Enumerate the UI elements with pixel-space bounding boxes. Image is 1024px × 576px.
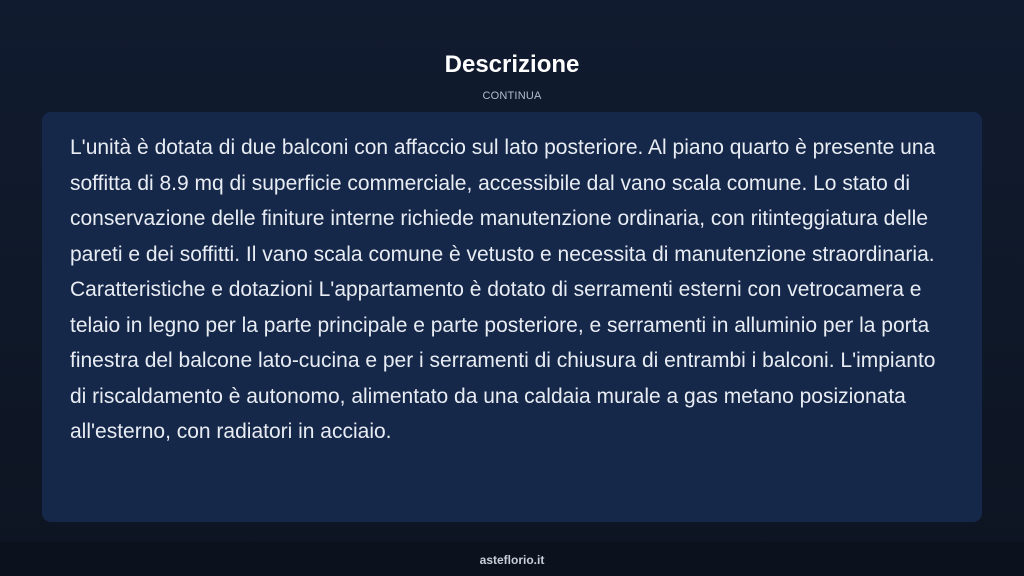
page-title: Descrizione: [444, 51, 580, 78]
footer-brand: asteflorio.it: [479, 553, 545, 567]
description-card: [42, 112, 982, 522]
continue-link[interactable]: CONTINUA: [482, 90, 542, 102]
footer-bar: [0, 542, 1024, 576]
description-text: L'unità è dotata di due balconi con affaccio sul lato posteriore. Al piano quarto è presente una soffitta di 8.9 mq di superficie commerciale, accessibile dal vano scala comune. Lo stato di conservazione delle finiture interne richiede manutenzione ordinaria, con ritinteggiatura delle pareti e dei soffitti. Il vano scala comune è vetusto e necessita di manutenzione straordinaria. Caratteristiche e dotazioni L'appartamento è dotato di serramenti esterni con vetrocamera e telaio in legno per la parte principale e parte posteriore, e serramenti in alluminio per la porta finestra del balcone lato-cucina e per i serramenti di chiusura di entrambi i balconi. L'impianto di riscaldamento è autonomo, alimentato da una caldaia murale a gas metano posizionata all'esterno, con radiatori in acciaio.: [70, 136, 936, 443]
